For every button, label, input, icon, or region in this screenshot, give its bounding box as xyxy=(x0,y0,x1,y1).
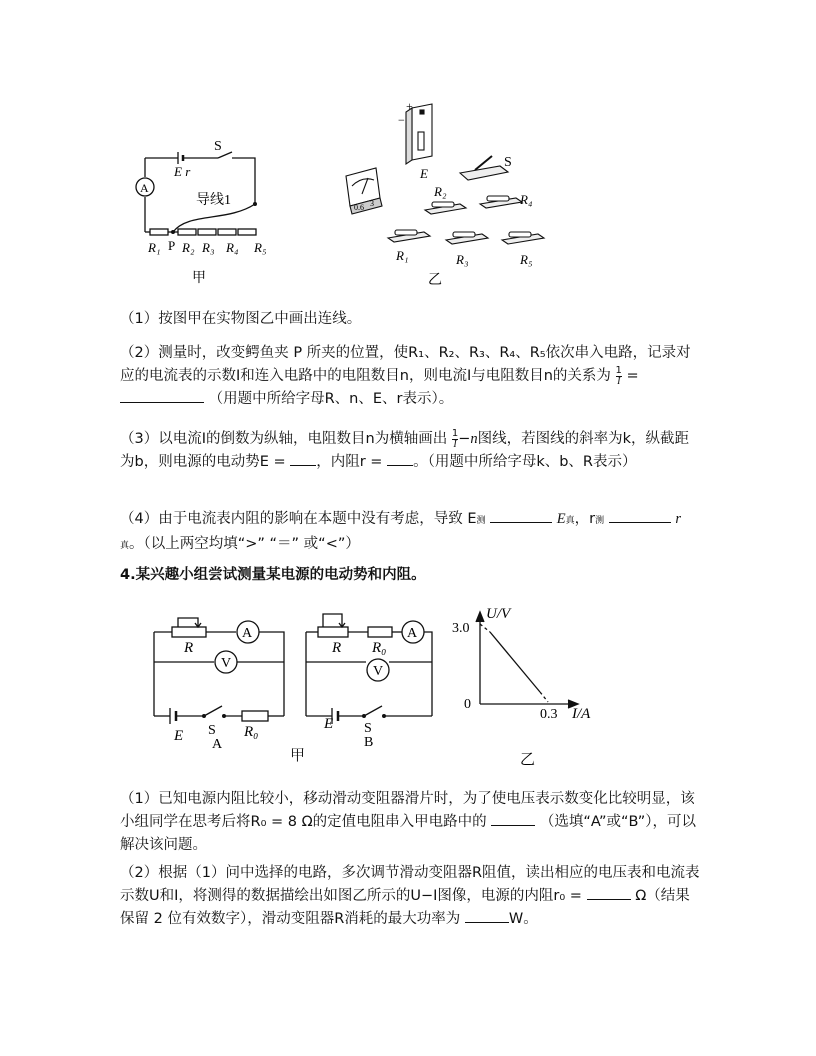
answer-blank-r-compare[interactable] xyxy=(609,508,671,523)
q4-part2-a: （2）根据（1）问中选择的电路，多次调节滑动变阻器R阻值，读出相应的电压表和电流表示数U和I，将测得的数据描绘出如图乙所示的U−I图像，电源的内阻r₀ = xyxy=(120,865,700,904)
battery-e-label: E xyxy=(420,166,428,181)
q3-part4-a: （4）由于电流表内阻的影响在本题中没有考虑，导致 E xyxy=(120,511,477,527)
graph-y-label: U/V xyxy=(486,606,511,622)
sub-true-2: 真 xyxy=(120,541,130,551)
answer-blank-e-compare[interactable] xyxy=(490,508,552,523)
q3-part4-c: ，r xyxy=(574,511,596,527)
sub-measured-2: 测 xyxy=(595,516,605,526)
circuit-b-r0-label: R₀ xyxy=(372,640,387,656)
circuit-a-label: A xyxy=(212,737,223,750)
circuit-b-r-label: R xyxy=(332,640,342,656)
label-p: P xyxy=(168,238,176,253)
label-r1: R₁ xyxy=(148,240,161,255)
sub-true-1: 真 xyxy=(565,516,575,526)
r4-label: R₄ xyxy=(520,192,533,207)
circuit-a-r0-label: R₀ xyxy=(244,724,259,740)
fraction-1-over-i-n: $\frac{1}{I}$ xyxy=(451,427,459,450)
q3-part4-r: r xyxy=(675,511,681,527)
caption-yi-q4: 乙 xyxy=(520,752,536,768)
label-r5: R₅ xyxy=(254,240,267,255)
answer-blank-max-power[interactable] xyxy=(465,908,509,923)
answer-blank-emf[interactable] xyxy=(290,451,316,466)
q4-part2 xyxy=(120,862,700,931)
meter-scale: 0.6 xyxy=(354,203,364,212)
graph-x-label: I/A xyxy=(572,706,591,722)
graph-origin: 0 xyxy=(464,697,471,712)
wire-label: 导线1 xyxy=(196,193,231,208)
q3-part3-b: 图线，若图线的斜率为k，纵截距为b，则电源的电动势E = xyxy=(120,431,689,470)
q3-part4-e-tail: 。（以上两空均填“>” “＝” 或“<”） xyxy=(129,536,360,552)
apparatus-diagram-yi xyxy=(340,98,560,288)
answer-blank-circuit[interactable] xyxy=(491,811,535,826)
q3-part2-tail: （用题中所给字母R、n、E、r表示）。 xyxy=(208,391,454,407)
label-r2: R₂ xyxy=(182,240,195,255)
circuit-b xyxy=(298,608,444,750)
r2-label: R₂ xyxy=(434,184,447,199)
q4-part1 xyxy=(120,788,700,857)
label-r4: R₄ xyxy=(226,240,239,255)
switch-s-label: S xyxy=(214,139,222,154)
circuit-a-voltmeter: V xyxy=(221,656,232,671)
battery-plus: + xyxy=(406,99,413,113)
q4-part2-b: Ω（结果保留 2 位有效数字），滑动变阻器R消耗的最大功率为 xyxy=(120,888,690,927)
circuit-b-label: B xyxy=(364,735,374,750)
meter-scale-3: 3 xyxy=(370,199,374,208)
answer-blank-r[interactable] xyxy=(387,451,413,466)
q3-part3-d: 。（用题中所给字母k、b、R表示） xyxy=(413,454,637,470)
q3-part4 xyxy=(120,508,700,558)
battery-label: E r xyxy=(174,164,191,179)
answer-blank-relation[interactable] xyxy=(120,388,204,403)
q4-title: 4.某兴趣小组尝试测量某电源的电动势和内阻。 xyxy=(120,567,426,583)
circuit-b-e-label: E xyxy=(324,716,334,732)
circuit-b-ammeter: A xyxy=(407,626,418,641)
q3-part3-a: （3）以电流I的倒数为纵轴，电阻数目n为横轴画出 xyxy=(120,431,448,447)
switch-label: S xyxy=(504,155,512,170)
circuit-diagram-jia xyxy=(128,132,288,292)
q3-part2: （2）测量时，改变鳄鱼夹 P 所夹的位置，使R₁、R₂、R₃、R₄、R₅依次串入电路，记录对应的电流表的示数I和连入电路中的电阻数目n，则电流I与电阻数目n的关系为 $\frac{1}{I}$ = （用题中所给字母R、n、E、r表示）。 xyxy=(120,345,691,407)
r5-label: R₅ xyxy=(520,252,533,267)
circuit-b-voltmeter: V xyxy=(373,664,384,679)
r1-label: R₁ xyxy=(396,248,409,263)
caption-jia-q4: 甲 xyxy=(290,746,306,764)
caption-jia: 甲 xyxy=(192,271,206,286)
circuit-a-e-label: E xyxy=(174,728,184,744)
q3-part4-e: E xyxy=(556,511,566,527)
circuit-a-s-label: S xyxy=(208,723,216,738)
circuit-a xyxy=(146,610,292,750)
r3-label: R₃ xyxy=(456,252,469,267)
q3-part3-c: ，内阻r = xyxy=(316,454,383,470)
q4-part1-b: （选填“A”或“B”），可以解决该问题。 xyxy=(120,814,696,853)
circuit-a-ammeter: A xyxy=(242,626,253,641)
q3-part2-text: （2）测量时，改变鳄鱼夹 P 所夹的位置，使R₁、R₂、R₃、R₄、R₅依次串入电路，记录对应的电流表的示数I和连入电路中的电阻数目n，则电流I与电阻数目n的关系为 xyxy=(120,345,691,384)
graph-y-tick: 3.0 xyxy=(452,621,470,636)
fraction-1-over-i: $\frac{1}{I}$ xyxy=(615,364,622,387)
q4-part1-a: （1）已知电源内阻比较小，移动滑动变阻器滑片时，为了使电压表示数变化比较明显，该小组同学在思考后将R₀ = 8 Ω的定值电阻串入甲电路中的 xyxy=(120,791,695,830)
q3-part3: （3）以电流I的倒数为纵轴，电阻数目n为横轴画出 $\frac{1}{I}$ −n图线，若图线的斜率为k，纵截距为b，则电源的电动势E = ，内阻r = 。（用题中所给字母k、b、R表示） xyxy=(120,427,689,470)
caption-yi: 乙 xyxy=(428,273,442,288)
q3-part1: （1）按图甲在实物图乙中画出连线。 xyxy=(120,311,362,327)
sub-measured-1: 测 xyxy=(476,516,486,526)
label-r3: R₃ xyxy=(202,240,215,255)
q4-part2-c: W。 xyxy=(508,911,538,927)
graph-x-tick: 0.3 xyxy=(540,707,558,722)
answer-blank-internal-resistance[interactable] xyxy=(587,885,631,900)
ammeter-label: A xyxy=(140,181,149,195)
circuit-b-s-label: S xyxy=(364,721,372,736)
battery-minus: − xyxy=(398,113,405,127)
circuit-a-r-label: R xyxy=(184,640,194,656)
u-i-graph xyxy=(440,604,610,774)
